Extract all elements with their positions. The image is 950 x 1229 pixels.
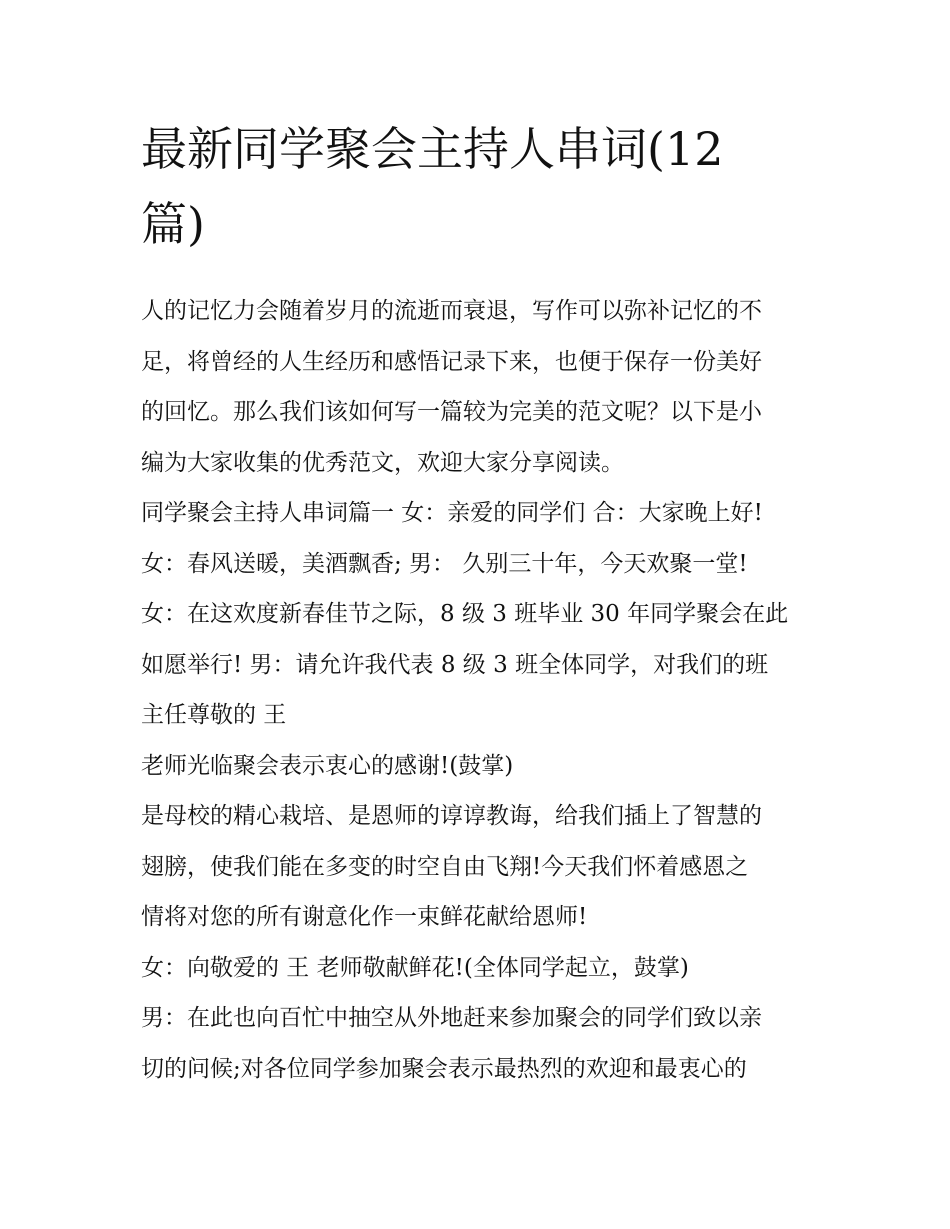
body-line: 如愿举行! 男：请允许我代表 8 级 3 班全体同学，对我们的班	[141, 651, 769, 678]
body-line: 足，将曾经的人生经历和感悟记录下来，也便于保存一份美好	[141, 348, 762, 375]
body-line: 同学聚会主持人串词篇一 女：亲爱的同学们 合：大家晚上好!	[141, 500, 763, 526]
document-title	[141, 112, 821, 262]
body-line: 女：向敬爱的 王 老师敬献鲜花!(全体同学起立，鼓掌)	[141, 954, 689, 981]
body-line: 人的记忆力会随着岁月的流逝而衰退，写作可以弥补记忆的不	[141, 298, 762, 324]
document-content	[141, 112, 821, 1094]
body-line: 情将对您的所有谢意化作一束鲜花献给恩师!	[141, 904, 588, 930]
body-line: 切的问候;对各位同学参加聚会表示最热烈的欢迎和最衷心的	[141, 1055, 747, 1082]
body-line: 老师光临聚会表示衷心的感谢!(鼓掌)	[141, 752, 514, 779]
body-line: 的回忆。那么我们该如何写一篇较为完美的范文呢？以下是小	[141, 399, 762, 425]
body-line: 女：春风送暖，美酒飘香; 男： 久别三十年，今天欢聚一堂!	[141, 550, 748, 577]
body-line: 翅膀，使我们能在多变的时空自由飞翔!今天我们怀着感恩之	[141, 853, 749, 880]
body-line: 女：在这欢度新春佳节之际，8 级 3 班毕业 30 年同学聚会在此	[141, 601, 789, 627]
body-line: 主任尊敬的 王	[141, 702, 287, 728]
document-body	[141, 286, 821, 1094]
body-line: 是母校的精心栽培、是恩师的谆谆教诲，给我们插上了智慧的	[141, 803, 762, 829]
body-line: 编为大家收集的优秀范文，欢迎大家分享阅读。	[141, 449, 624, 476]
title-line-1: 最新同学聚会主持人串词(12	[141, 122, 724, 176]
title-line-2: 篇)	[141, 197, 205, 251]
body-line: 男：在此也向百忙中抽空从外地赶来参加聚会的同学们致以亲	[141, 1005, 762, 1031]
